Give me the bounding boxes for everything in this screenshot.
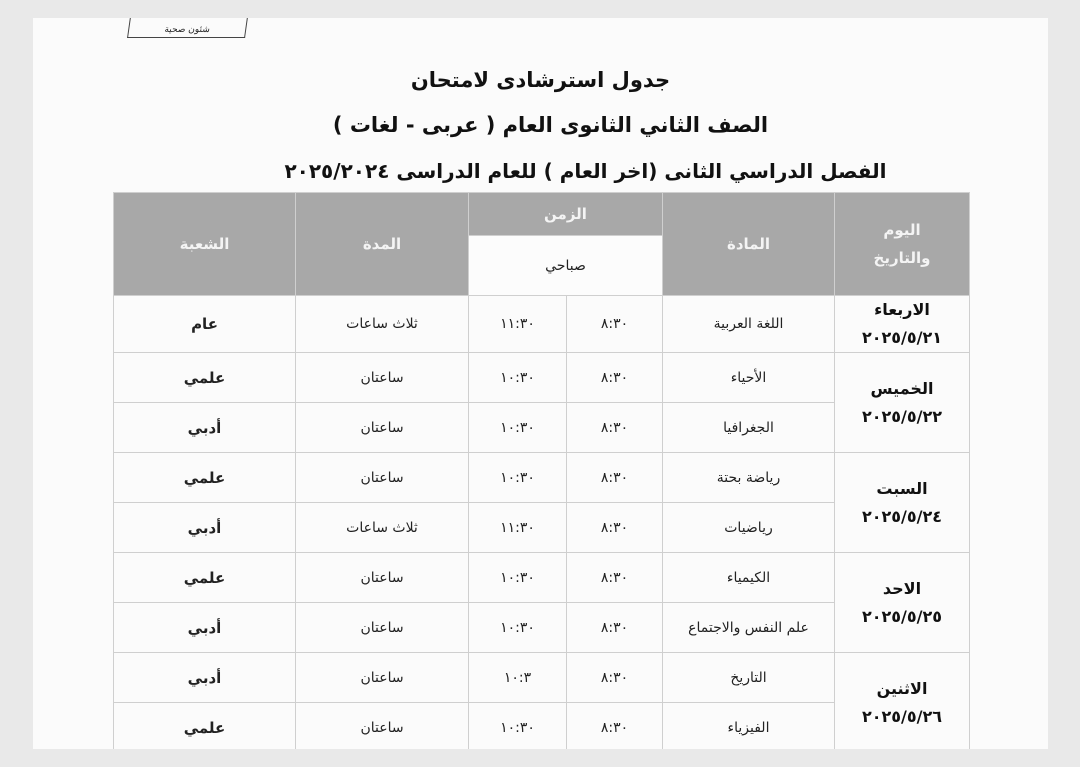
header-duration: المدة	[296, 193, 469, 296]
day-date: ٢٠٢٥/٥/٢٥	[861, 606, 943, 626]
header-time: الزمن	[469, 193, 663, 236]
end-time-cell: ١٠:٣٠	[469, 453, 567, 503]
subject-cell: الفيزياء	[663, 703, 835, 750]
day-date: ٢٠٢٥/٥/٢١	[861, 328, 943, 347]
stamp	[127, 18, 249, 38]
subject-cell: رياضة بحتة	[663, 453, 835, 503]
track-cell: علمي	[114, 453, 296, 503]
duration-cell: ساعتان	[296, 603, 469, 653]
exam-schedule-table	[113, 192, 970, 749]
day-cell	[835, 353, 970, 453]
day-cell	[835, 296, 970, 353]
track-cell: علمي	[114, 553, 296, 603]
day-date: ٢٠٢٥/٥/٢٤	[861, 506, 943, 526]
start-time-cell: ٨:٣٠	[567, 296, 663, 353]
header-subject: المادة	[663, 193, 835, 296]
day-cell	[835, 553, 970, 653]
duration-cell: ساعتان	[296, 653, 469, 703]
duration-cell: ساعتان	[296, 703, 469, 750]
header-date-label: والتاريخ	[873, 249, 931, 267]
end-time-cell: ١٠:٣	[469, 653, 567, 703]
day-cell	[835, 653, 970, 750]
day-name: الخميس	[870, 378, 934, 398]
duration-cell: ساعتان	[296, 403, 469, 453]
header-day-label: اليوم	[883, 221, 921, 239]
track-cell: أدبي	[114, 603, 296, 653]
document-page	[33, 18, 1048, 749]
duration-cell: ثلاث ساعات	[296, 503, 469, 553]
subject-cell: الجغرافيا	[663, 403, 835, 453]
start-time-cell: ٨:٣٠	[567, 653, 663, 703]
start-time-cell: ٨:٣٠	[567, 603, 663, 653]
subject-cell: اللغة العربية	[663, 296, 835, 353]
start-time-cell: ٨:٣٠	[567, 703, 663, 750]
day-date: ٢٠٢٥/٥/٢٦	[861, 706, 943, 726]
start-time-cell: ٨:٣٠	[567, 453, 663, 503]
document-title: جدول استرشادى لامتحان	[410, 68, 671, 92]
document-subtitle-grade: الصف الثاني الثانوى العام ( عربى - لغات )	[332, 113, 769, 137]
day-date: ٢٠٢٥/٥/٢٢	[861, 406, 943, 426]
day-name: الاثنين	[876, 678, 928, 698]
end-time-cell: ١٠:٣٠	[469, 603, 567, 653]
duration-cell: ساعتان	[296, 353, 469, 403]
duration-cell: ساعتان	[296, 453, 469, 503]
track-cell: عام	[114, 296, 296, 353]
day-name: الاربعاء	[874, 300, 930, 319]
day-cell	[835, 453, 970, 553]
stamp-text: شئون صحية	[163, 25, 211, 35]
start-time-cell: ٨:٣٠	[567, 503, 663, 553]
subject-cell: التاريخ	[663, 653, 835, 703]
subject-cell: الكيمياء	[663, 553, 835, 603]
subject-cell: الأحياء	[663, 353, 835, 403]
subject-cell: علم النفس والاجتماع	[663, 603, 835, 653]
start-time-cell: ٨:٣٠	[567, 353, 663, 403]
track-cell: أدبي	[114, 403, 296, 453]
end-time-cell: ١١:٣٠	[469, 296, 567, 353]
end-time-cell: ١١:٣٠	[469, 503, 567, 553]
start-time-cell: ٨:٣٠	[567, 403, 663, 453]
day-name: الاحد	[882, 578, 922, 598]
header-day-date	[835, 193, 970, 296]
document-subtitle-term: الفصل الدراسي الثانى (اخر العام ) للعام الدراسى ٢٠٢٥/٢٠٢٤	[284, 159, 887, 183]
end-time-cell: ١٠:٣٠	[469, 353, 567, 403]
end-time-cell: ١٠:٣٠	[469, 553, 567, 603]
subject-cell: رياضيات	[663, 503, 835, 553]
start-time-cell: ٨:٣٠	[567, 553, 663, 603]
duration-cell: ثلاث ساعات	[296, 296, 469, 353]
header-time-morning: صباحي	[469, 236, 663, 296]
day-name: السبت	[876, 478, 928, 498]
track-cell: أدبي	[114, 653, 296, 703]
track-cell: أدبي	[114, 503, 296, 553]
end-time-cell: ١٠:٣٠	[469, 403, 567, 453]
track-cell: علمي	[114, 703, 296, 750]
duration-cell: ساعتان	[296, 553, 469, 603]
track-cell: علمي	[114, 353, 296, 403]
end-time-cell: ١٠:٣٠	[469, 703, 567, 750]
header-track: الشعبة	[114, 193, 296, 296]
